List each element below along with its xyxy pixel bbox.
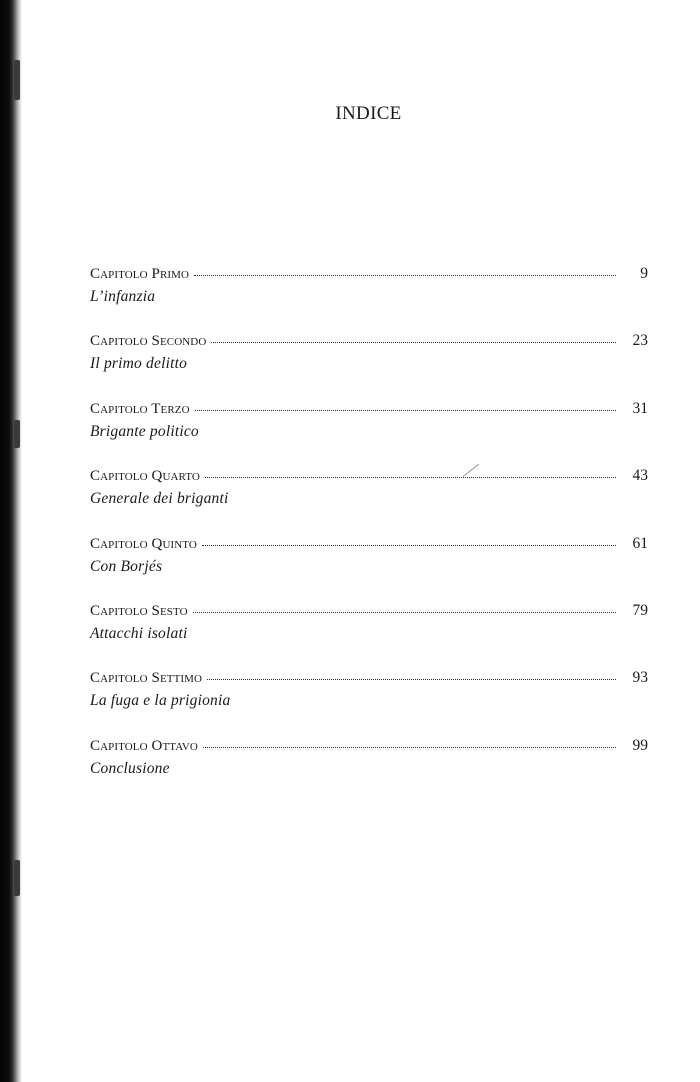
binding-speck xyxy=(14,420,20,448)
binding-speck xyxy=(14,60,20,100)
chapter-subtitle: Il primo delitto xyxy=(90,355,188,373)
chapter-label: Capitolo Terzo xyxy=(90,400,190,417)
dot-leader xyxy=(203,734,616,750)
dot-leader xyxy=(202,532,616,548)
page-number: 31 xyxy=(632,399,648,417)
page-number: 93 xyxy=(632,669,648,687)
toc-entry[interactable] xyxy=(90,397,650,464)
dot-leader xyxy=(211,329,616,345)
toc-entry[interactable] xyxy=(90,262,650,329)
chapter-subtitle: Generale dei briganti xyxy=(90,490,229,508)
chapter-label: Capitolo Quinto xyxy=(90,535,197,552)
toc-entry[interactable] xyxy=(90,599,650,666)
toc-entry[interactable] xyxy=(90,532,650,599)
chapter-subtitle: Attacchi isolati xyxy=(90,624,188,642)
dot-leader xyxy=(193,599,616,615)
dot-leader xyxy=(194,262,616,278)
chapter-label: Capitolo Sesto xyxy=(90,602,188,619)
page-number: 43 xyxy=(632,467,648,485)
chapter-subtitle: Conclusione xyxy=(90,759,170,777)
page-number: 23 xyxy=(632,332,648,350)
page-number: 9 xyxy=(640,265,648,282)
toc-entry-line xyxy=(90,532,648,556)
chapter-subtitle: La fuga e la prigionia xyxy=(90,692,231,710)
toc-entry-line xyxy=(90,734,648,758)
chapter-subtitle: L’infanzia xyxy=(90,288,156,305)
toc-entry[interactable] xyxy=(90,464,650,531)
chapter-label: Capitolo Ottavo xyxy=(90,737,198,754)
page-number: 79 xyxy=(632,601,648,619)
toc-entry-line xyxy=(90,397,648,421)
page-title: INDICE xyxy=(335,103,402,124)
toc-entry[interactable] xyxy=(90,734,650,801)
toc-entry[interactable] xyxy=(90,666,650,733)
binding-speck xyxy=(14,860,20,896)
table-of-contents xyxy=(90,262,650,801)
chapter-subtitle: Brigante politico xyxy=(90,422,199,440)
chapter-label: Capitolo Settimo xyxy=(90,670,203,687)
dot-leader xyxy=(207,666,616,682)
toc-entry-line xyxy=(90,262,648,286)
toc-entry-line xyxy=(90,464,648,488)
page-number: 61 xyxy=(632,534,648,552)
chapter-label: Capitolo Primo xyxy=(90,266,190,282)
dot-leader xyxy=(205,464,616,480)
toc-entry-line xyxy=(90,329,648,353)
page-number: 99 xyxy=(632,736,648,754)
toc-entry-line xyxy=(90,599,648,623)
chapter-label: Capitolo Secondo xyxy=(90,333,207,350)
toc-entry-line xyxy=(90,666,648,690)
binding-edge xyxy=(0,0,22,1082)
chapter-subtitle: Con Borjés xyxy=(90,557,163,575)
chapter-label: Capitolo Quarto xyxy=(90,468,200,485)
dot-leader xyxy=(195,397,616,413)
toc-entry[interactable] xyxy=(90,329,650,396)
